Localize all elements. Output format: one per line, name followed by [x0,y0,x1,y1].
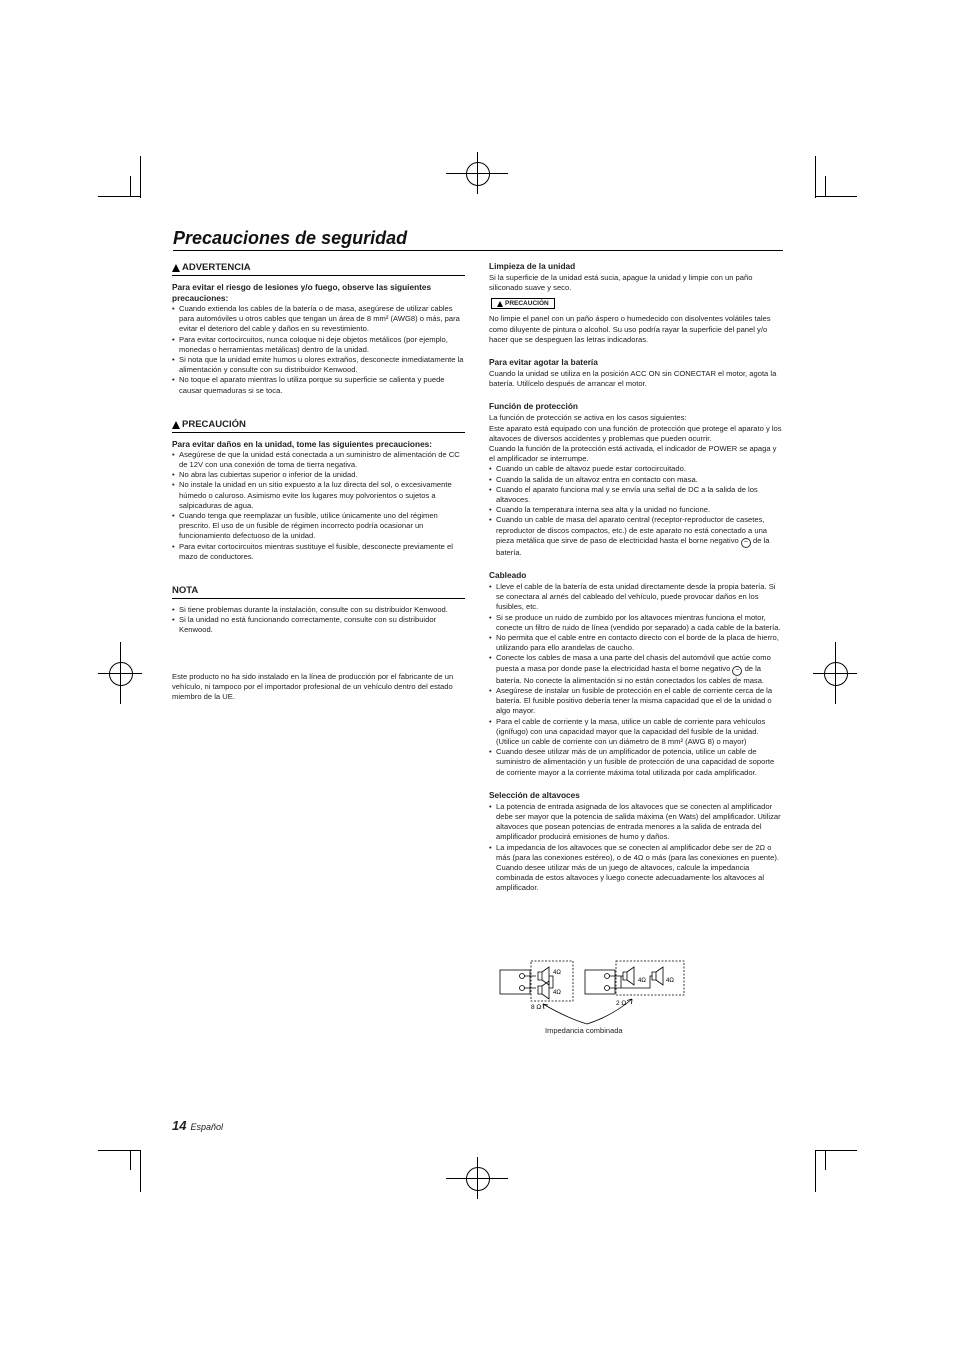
total-impedance-left: 8 Ω [531,1004,542,1011]
precaucion-badge: PRECAUCIÓN [491,298,555,309]
bateria-heading: Para evitar agotar la batería [489,357,598,368]
proteccion-section [489,401,782,558]
list-item: • Cuando la temperatura interna sea alta y la unidad no funcione. [489,505,782,515]
nota-section [172,585,465,636]
total-impedance-right: 2 Ω [616,1000,627,1007]
limpieza-caution: No limpie el panel con un paño áspero o humedecido con disolventes volátiles tales como diluyente de pintura o alcohol. Su uso podría rayar la superficie del panel y/o hacer que se despeguen las letras indicadoras. [489,314,771,344]
warning-icon [172,264,180,272]
altavoces-list [489,802,782,894]
page-language: Español [190,1122,223,1132]
list-item: • La potencia de entrada asignada de los altavoces que se conecten al amplificador debe ser mayor que la potencia de salida máxima (en Wats) del amplificador. Utilizar altavoces que posean potencias de entrada menores a la salida de entrada del amplificador producirá emisiones de humo y daños. [489,802,782,843]
eu-note: Este producto no ha sido instalado en la línea de producción por el fabricante de un vehículo, ni tampoco por el importador profesional de un vehículo dentro del estado miembro de la UE. [172,671,454,702]
proteccion-p2: Este aparato está equipado con una función de protección que protege el aparato y los altavoces de diversos accidentes y problemas que pueden ocurrir. [489,423,782,443]
list-item: • Cuando un cable de masa del aparato central (receptor-reproductor de casetes, reproductor de discos compactos, etc.) de este aparato no está conectado a una pieza metálica que sirve de paso de electricidad hasta el borne negativo − de la batería. [489,515,782,558]
list-item: • Cuando el aparato funciona mal y se envía una señal de DC a la salida de los altavoces. [489,485,782,505]
list-item: • No permita que el cable entre en contacto directo con el borde de la placa de hierro, utilizando para ello arandelas de caucho. [489,633,782,653]
page-title: Precauciones de seguridad [173,228,783,251]
proteccion-list [489,464,782,558]
list-item: • Si tiene problemas durante la instalación, consulte con su distribuidor Kenwood. [172,605,465,615]
speaker-icon [652,967,663,985]
advertencia-heading: ADVERTENCIA [172,262,465,276]
list-item: • Si se produce un ruido de zumbido por los altavoces mientras funciona el motor, conecte un filtro de ruido de línea (vendido por separado) a cada cable de la batería. [489,613,782,633]
precaucion-intro: Para evitar daños en la unidad, tome las siguientes precauciones: [172,438,433,449]
cableado-list [489,582,782,778]
altavoces-section [489,790,782,894]
list-item: • Cuando extienda los cables de la batería o de masa, asegúrese de utilizar cables para automóviles u otros cables que tengan un área de 8 mm² (AWG8) o más, para evitar el deterioro del cable y daños en su revestimiento. [172,304,465,335]
limpieza-heading: Limpieza de la unidad [489,261,576,271]
ohm-label: 4Ω [553,990,561,996]
list-item: • Para evitar cortocircuitos, nunca coloque ni deje objetos metálicos (por ejemplo, monedas o herramientas metálicas) dentro de la unidad. [172,335,465,355]
nota-heading: NOTA [172,585,465,599]
proteccion-p1: La función de protección se activa en los casos siguientes: [489,413,687,423]
ohm-label: 4Ω [553,970,561,976]
list-item: • Si la unidad no está funcionando correctamente, consulte con su distribuidor Kenwood. [172,615,465,635]
list-item: • No instale la unidad en un sitio expuesto a la luz directa del sol, o excesivamente húmedo o caluroso. Asimismo evite los lugares muy polvorientos o sujetos a salpicaduras de agua. [172,480,465,511]
list-item: • Cuando tenga que reemplazar un fusible, utilice únicamente uno del régimen prescrito. El uso de un fusible de régimen incorrecto podría ocasionar un funcionamiento defectuoso de la unidad. [172,511,465,542]
list-item: • Asegúrese de que la unidad está conectada a un suministro de alimentación de CC de 12V con una conexión de toma de tierra negativa. [172,450,465,470]
negative-terminal-icon: − [741,538,751,548]
page-footer [172,1117,223,1135]
precaucion-heading: PRECAUCIÓN [172,419,465,433]
cableado-section [489,570,782,778]
list-item: • Conecte los cables de masa a una parte del chasis del automóvil que actúe como puesta a masa por donde pase la electricidad hasta el borne negativo − de la batería. No conecte la alimentación si no están conectados los cables de masa. [489,653,782,685]
page-number: 14 [172,1118,187,1133]
cableado-heading: Cableado [489,570,527,581]
plus-terminal-icon [520,974,525,979]
amplifier-box-right [585,970,615,994]
limpieza-text: Si la superficie de la unidad está sucia, apague la unidad y limpie con un paño siliconado suave y seco. [489,273,753,293]
left-column [172,262,465,702]
list-item: • Asegúrese de instalar un fusible de protección en el cable de corriente cerca de la batería. El fusible positivo debería tener la misma capacidad que el de la unidad o algo mayor. [489,686,782,717]
plus-terminal-icon [605,974,610,979]
list-item: • Para el cable de corriente y la masa, utilice un cable de corriente para vehículos (ignífugo) con una capacidad mayor que la capacidad del fusible de la unidad. (Utilice un cable de corriente con un diámetro de 8 mm² (AWG 8) o mayor) [489,717,782,748]
warning-icon [497,301,503,307]
list-item: • Si nota que la unidad emite humos u olores extraños, desconecte inmediatamente la alimentación y consulte con su distribuidor Kenwood. [172,355,465,375]
list-item: • Cuando un cable de altavoz puede estar cortocircuitado. [489,464,782,474]
combined-box-left [531,961,573,1001]
diagram-caption: Impedancia combinada [545,1026,623,1035]
proteccion-heading: Función de protección [489,401,578,412]
bateria-text: Cuando la unidad se utiliza en la posición ACC ON sin CONECTAR el motor, agota la batería. Utilícelo después de arrancar el motor. [489,369,777,389]
list-item: • No abra las cubiertas superior o inferior de la unidad. [172,470,465,480]
minus-terminal-icon [605,986,610,991]
warning-icon [172,421,180,429]
list-item: • Para evitar cortocircuitos mientras sustituye el fusible, desconecte previamente el mazo de conductores. [172,542,465,562]
list-item: • Lleve el cable de la batería de esta unidad directamente desde la propia batería. Si se conectara al arnés del cableado del vehículo, puede provocar daños en los fusibles, etc. [489,582,782,613]
advertencia-intro: Para evitar el riesgo de lesiones y/o fuego, observe las siguientes precauciones: [172,282,432,303]
precaucion-list [172,450,465,562]
nota-list [172,605,465,636]
list-item: • Cuando desee utilizar más de un amplificador de potencia, utilice un cable de suministro de alimentación y un fusible de protección de una capacidad de soporte de corriente mayor a la corriente máxima total utilizada por cada amplificador. [489,747,782,778]
minus-terminal-icon [520,986,525,991]
advertencia-list [172,304,465,396]
speaker-icon [623,967,634,985]
ohm-label: 4Ω [666,978,674,984]
proteccion-p3: Cuando la función de la protección está activada, el indicador de POWER se apaga y el amplificador se interrumpe. [489,444,777,464]
advertencia-section [172,262,465,396]
series-connection-diagram [500,961,573,1001]
precaucion-section [172,419,465,562]
right-column [489,261,782,894]
altavoces-heading: Selección de altavoces [489,789,580,800]
arrow-icon [543,1004,587,1024]
negative-terminal-icon: − [732,666,742,676]
bateria-section [489,357,782,389]
limpieza-section [489,261,782,345]
amplifier-box-left [500,970,530,994]
list-item: • Cuando la salida de un altavoz entra en contacto con masa. [489,475,782,485]
list-item: • La impedancia de los altavoces que se conecten al amplificador debe ser de 2Ω o más (para las conexiones estéreo), o de 4Ω o más (para las conexiones en puente). Cuando desee utilizar más de un juego de altavoces, calcule la impedancia combinada de estos altavoces y luego conecte adecuadamente los altavoces al amplificador. [489,843,782,894]
list-item: • No toque el aparato mientras lo utiliza porque su superficie se calienta y puede causar quemaduras si se toca. [172,375,465,395]
ohm-label: 4Ω [638,978,646,984]
